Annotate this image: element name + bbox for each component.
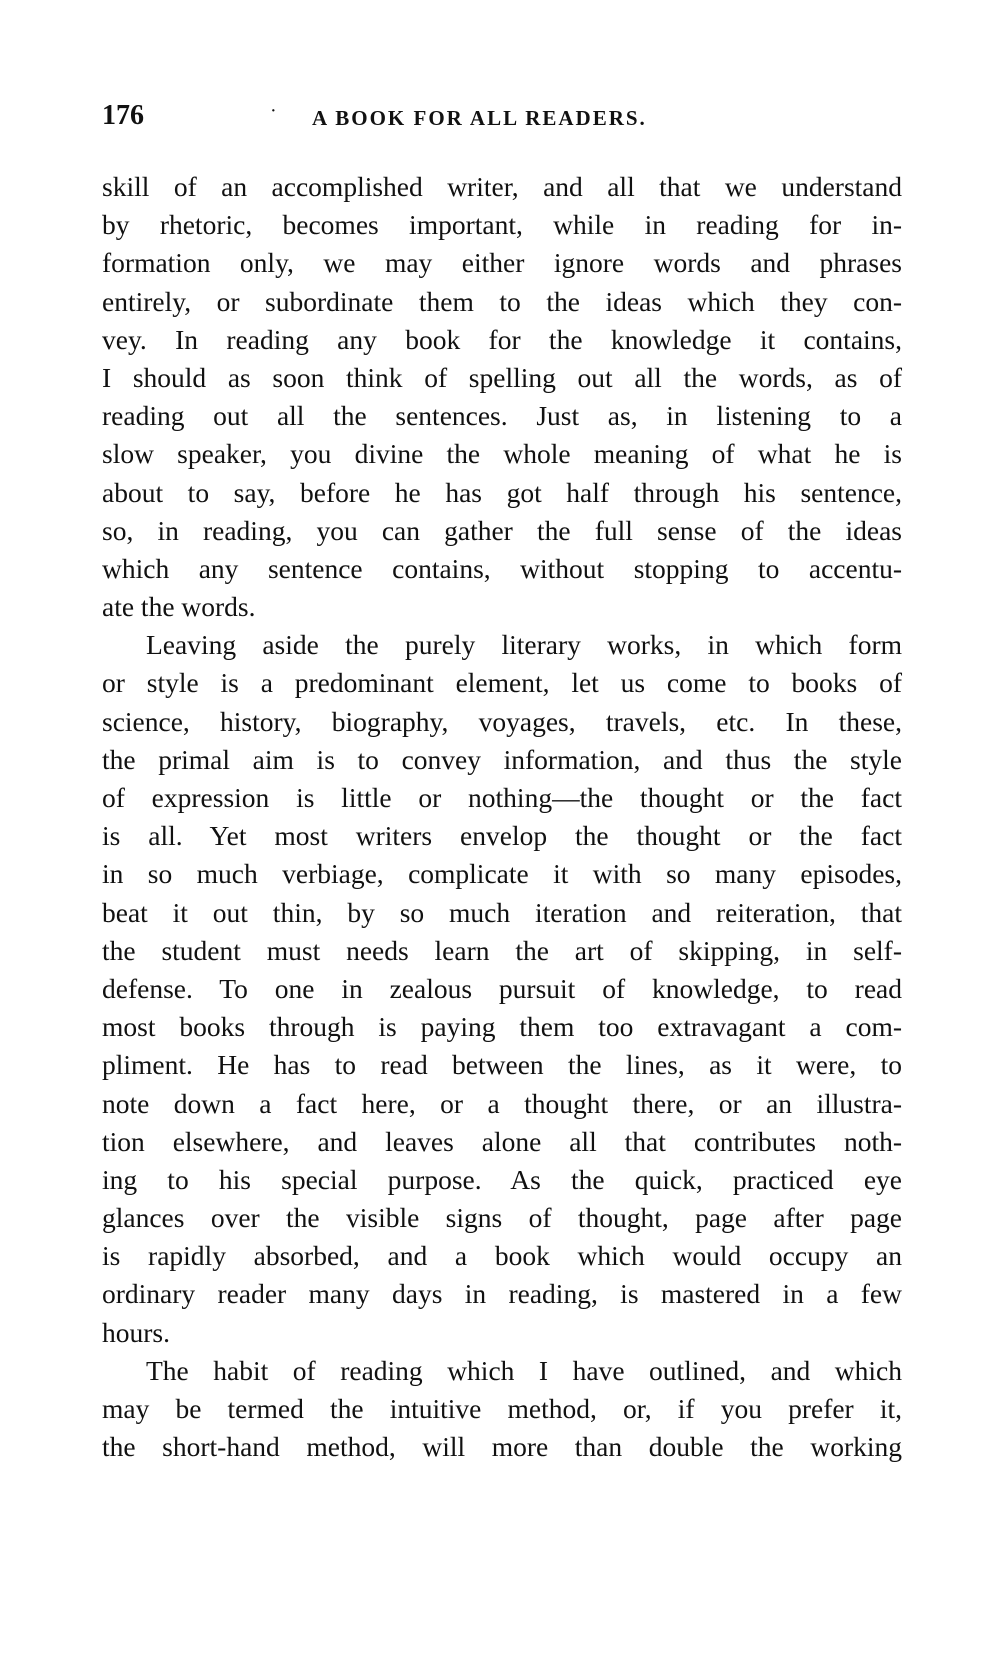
running-title: A BOOK FOR ALL READERS.: [312, 106, 647, 130]
paragraph: [102, 168, 902, 626]
text-line: defense. To one in zealous pursuit of knowledge, to read: [102, 972, 902, 1004]
text-line: I should as soon think of spelling out all the words, as of: [102, 361, 902, 393]
text-line: tion elsewhere, and leaves alone all that contributes noth-: [102, 1125, 902, 1157]
text-line: formation only, we may either ignore words and phrases: [102, 247, 902, 279]
text-line: by rhetoric, becomes important, while in reading for in-: [102, 209, 902, 241]
text-line: or style is a predominant element, let us come to books of: [102, 667, 902, 699]
text-line: skill of an accomplished writer, and all that we understand: [102, 171, 902, 202]
text-line: so, in reading, you can gather the full sense of the ideas: [102, 514, 902, 546]
text-line: hours.: [102, 1316, 170, 1348]
text-line: entirely, or subordinate them to the ideas which they con-: [102, 285, 902, 317]
text-line: is rapidly absorbed, and a book which would occupy an: [102, 1240, 902, 1272]
running-header: [102, 100, 902, 140]
text-line: pliment. He has to read between the lines, as it were, to: [102, 1049, 902, 1081]
text-line: in so much verbiage, complicate it with so many episodes,: [102, 858, 902, 890]
text-line: reading out all the sentences. Just as, in listening to a: [102, 400, 902, 432]
text-line: beat it out thin, by so much iteration and reiteration, that: [102, 896, 902, 928]
text-line: The habit of reading which I have outlined, and which: [146, 1354, 902, 1386]
paragraph: [102, 1352, 902, 1467]
text-line: slow speaker, you divine the whole meaning of what he is: [102, 438, 902, 470]
text-line: glances over the visible signs of thought, page after page: [102, 1202, 902, 1234]
text-line: ordinary reader many days in reading, is mastered in a few: [102, 1278, 902, 1310]
text-line: vey. In reading any book for the knowledge it contains,: [102, 323, 902, 355]
text-line: which any sentence contains, without stopping to accentu-: [102, 552, 902, 584]
text-line: is all. Yet most writers envelop the thought or the fact: [102, 820, 902, 852]
text-line: Leaving aside the purely literary works, in which form: [146, 629, 902, 661]
text-line: about to say, before he has got half through his sentence,: [102, 476, 902, 508]
text-line: of expression is little or nothing—the thought or the fact: [102, 782, 902, 813]
text-line: ing to his special purpose. As the quick, practiced eye: [102, 1163, 902, 1195]
paragraph: [102, 626, 902, 1352]
stray-mark: ·: [270, 100, 277, 122]
text-line: the short-hand method, will more than double the working: [102, 1431, 902, 1463]
text-line: may be termed the intuitive method, or, if you prefer it,: [102, 1393, 902, 1424]
text-line: science, history, biography, voyages, travels, etc. In these,: [102, 705, 902, 737]
text-line: most books through is paying them too extravagant a com-: [102, 1011, 902, 1043]
text-line: the primal aim is to convey information, and thus the style: [102, 743, 902, 775]
text-line: ate the words.: [102, 591, 256, 623]
page-number: 176: [102, 100, 144, 131]
text-line: the student must needs learn the art of skipping, in self-: [102, 934, 902, 966]
page-body: [102, 168, 902, 1466]
text-line: note down a fact here, or a thought there, or an illustra-: [102, 1087, 902, 1119]
